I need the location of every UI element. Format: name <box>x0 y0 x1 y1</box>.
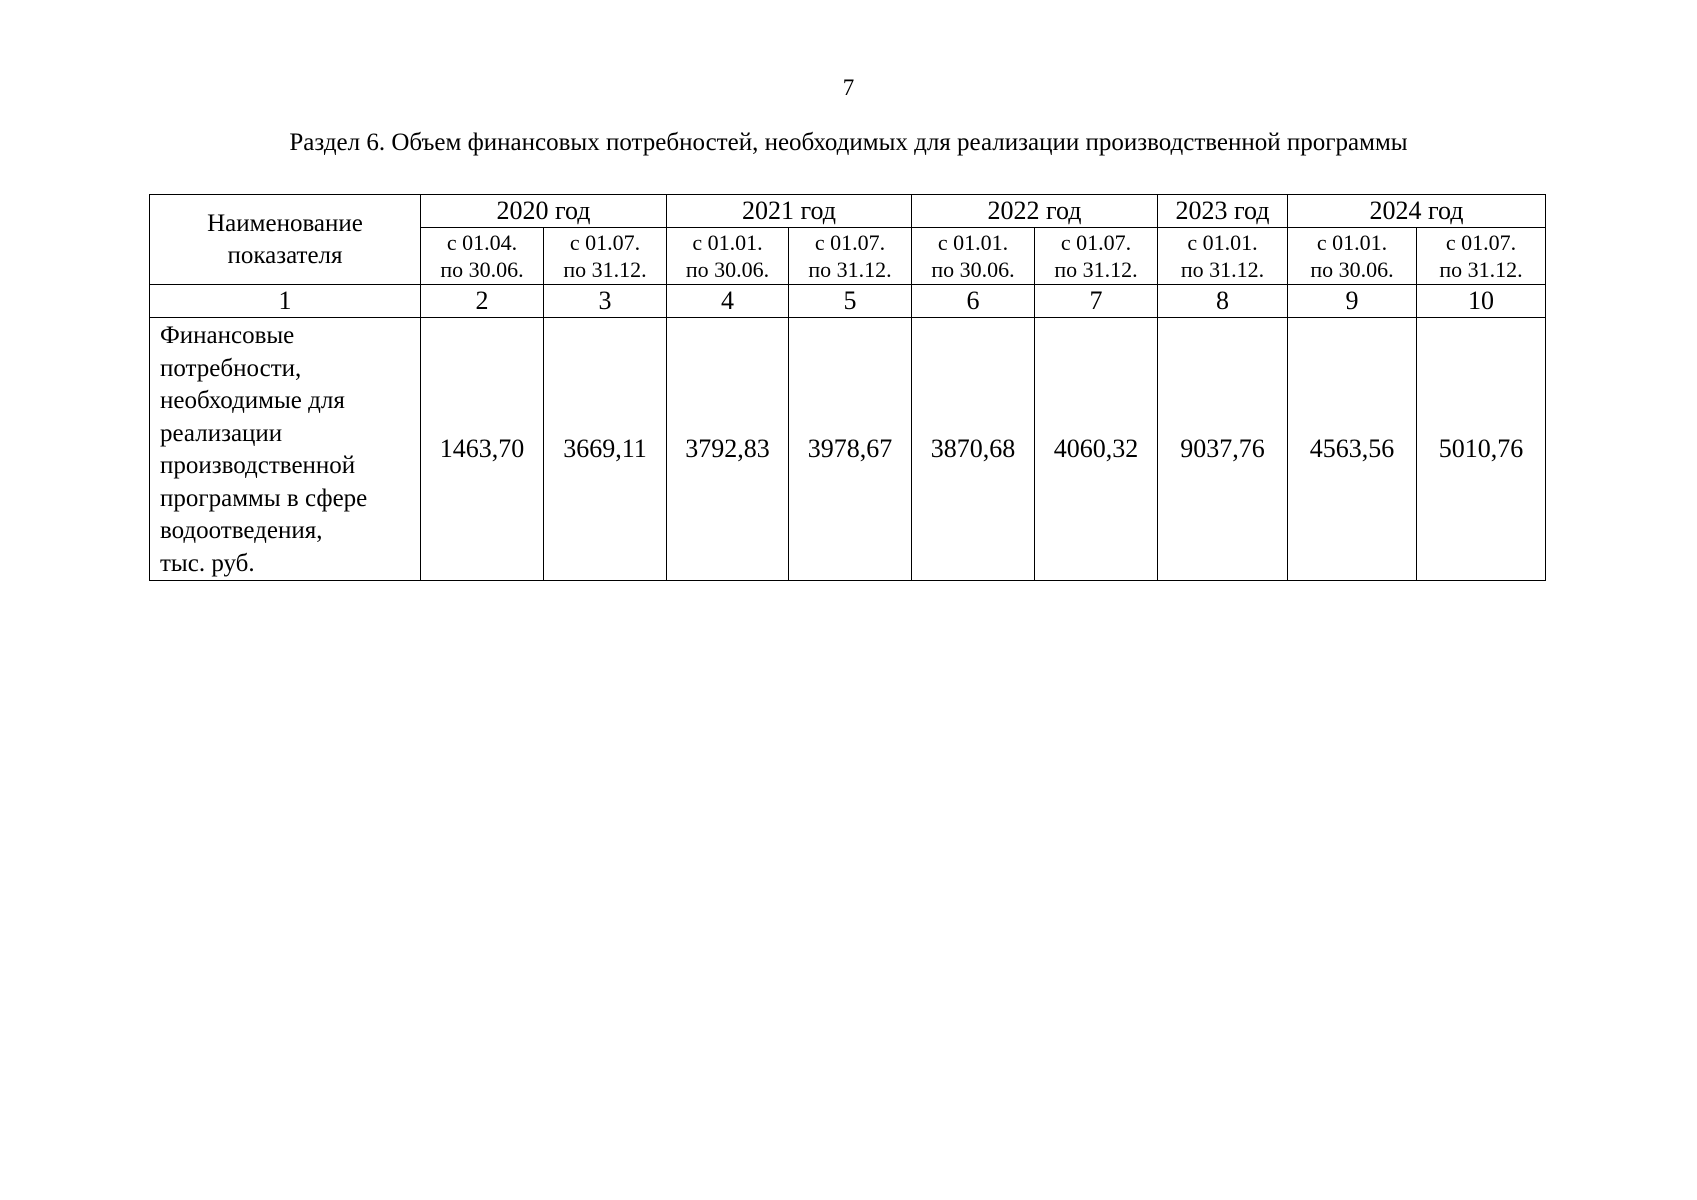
value-cell: 4060,32 <box>1035 318 1158 581</box>
period-from: с 01.01. <box>692 230 763 255</box>
indicator-name-line: производственной <box>160 452 356 479</box>
period-header <box>421 228 544 285</box>
value-cell: 9037,76 <box>1158 318 1288 581</box>
column-number: 8 <box>1158 285 1288 318</box>
year-header: 2023 год <box>1158 195 1288 228</box>
year-header: 2021 год <box>667 195 912 228</box>
period-to: по 30.06. <box>1310 257 1394 282</box>
period-to: по 30.06. <box>931 257 1015 282</box>
period-from: с 01.07. <box>569 230 641 255</box>
value-cell: 3870,68 <box>912 318 1035 581</box>
period-to: по 30.06. <box>685 257 770 282</box>
year-header: 2024 год <box>1288 195 1546 228</box>
value-cell: 5010,76 <box>1417 318 1546 581</box>
column-number: 2 <box>421 285 544 318</box>
period-header <box>1417 228 1546 285</box>
period-to: по 31.12. <box>1054 257 1138 282</box>
period-from: с 01.01. <box>1316 230 1388 255</box>
value-cell: 3669,11 <box>544 318 667 581</box>
section-title: Раздел 6. Объем финансовых потребностей, необходимых для реализации производственной программы <box>289 129 1408 156</box>
column-number: 6 <box>912 285 1035 318</box>
indicator-name-line: реализации <box>160 419 283 447</box>
period-from: с 01.01. <box>937 230 1009 255</box>
column-number: 4 <box>667 285 789 318</box>
period-to: по 31.12. <box>1439 257 1523 282</box>
period-from: с 01.01. <box>1187 230 1258 255</box>
column-number: 5 <box>789 285 912 318</box>
period-from: с 01.07. <box>1445 230 1517 255</box>
indicator-name-line: водоотведения, <box>160 517 323 544</box>
indicator-name <box>150 318 421 581</box>
value-cell: 3792,83 <box>667 318 789 581</box>
indicator-name-line: тыс. руб. <box>160 549 255 577</box>
period-header <box>544 228 667 285</box>
period-to: по 31.12. <box>1180 257 1265 282</box>
indicator-name-line: необходимые для <box>160 387 345 414</box>
column-number: 7 <box>1035 285 1158 318</box>
table-row <box>150 318 1546 581</box>
value-cell: 4563,56 <box>1288 318 1417 581</box>
year-header: 2020 год <box>421 195 667 228</box>
column-number: 10 <box>1417 285 1546 318</box>
period-header <box>1288 228 1417 285</box>
period-header <box>1158 228 1288 285</box>
indicator-name-line: Финансовые <box>160 322 295 349</box>
period-from: с 01.04. <box>446 230 518 255</box>
page-number: 7 <box>842 75 855 100</box>
value-cell: 1463,70 <box>421 318 544 581</box>
column-number: 1 <box>150 285 421 318</box>
period-to: по 31.12. <box>808 257 892 282</box>
year-header: 2022 год <box>912 195 1158 228</box>
column-number: 9 <box>1288 285 1417 318</box>
period-header <box>667 228 789 285</box>
column-number: 3 <box>544 285 667 318</box>
indicator-name-line: программы в сфере <box>160 484 368 512</box>
value-cell: 3978,67 <box>789 318 912 581</box>
indicator-name-line: потребности, <box>160 354 302 382</box>
period-to: по 31.12. <box>563 257 647 282</box>
period-header <box>1035 228 1158 285</box>
period-to: по 30.06. <box>440 257 524 282</box>
period-header <box>912 228 1035 285</box>
period-from: с 01.07. <box>814 230 886 255</box>
period-header <box>789 228 912 285</box>
name-header: Наименование показателя <box>150 195 421 285</box>
financial-needs-table <box>149 194 1546 581</box>
period-from: с 01.07. <box>1060 230 1132 255</box>
